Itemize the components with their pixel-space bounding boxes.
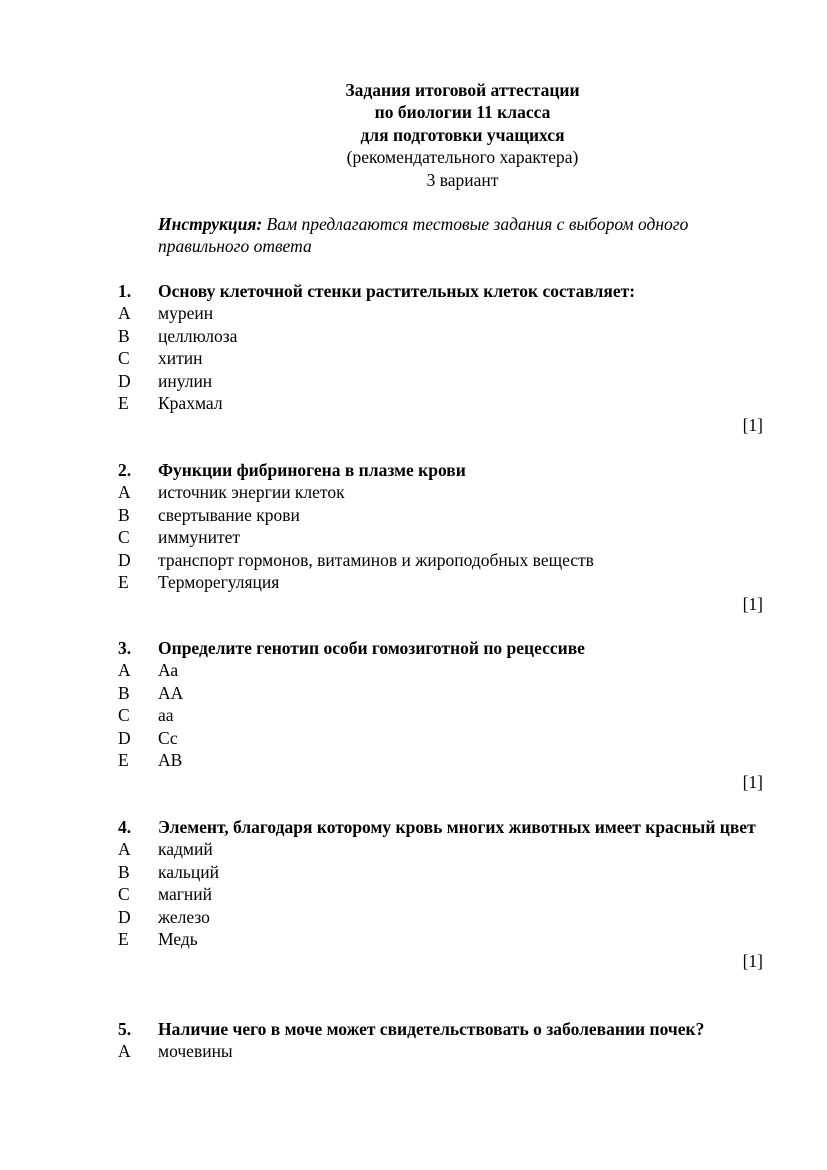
- option-text: кадмий: [158, 839, 213, 860]
- option-letter: A: [118, 1041, 131, 1062]
- answer-option: [118, 481, 763, 503]
- question-text: Элемент, благодаря которому кровь многих животных имеет красный цвет: [158, 817, 756, 837]
- answer-option: [118, 347, 763, 369]
- option-letter: B: [118, 861, 130, 882]
- answer-option: [118, 325, 763, 347]
- question-header: [118, 637, 763, 659]
- option-letter: D: [118, 727, 131, 748]
- option-letter: C: [118, 884, 130, 905]
- question-header: [118, 280, 763, 302]
- answer-option: [118, 838, 763, 860]
- option-letter: B: [118, 325, 130, 346]
- answer-option: [118, 571, 763, 593]
- option-text: мочевины: [158, 1041, 233, 1062]
- answer-option: [118, 659, 763, 681]
- option-text: железо: [158, 906, 210, 927]
- option-text: целлюлоза: [158, 325, 238, 346]
- option-letter: C: [118, 348, 130, 369]
- option-text: свертывание крови: [158, 504, 300, 525]
- question-score: [1]: [742, 594, 763, 615]
- question-2: [118, 459, 763, 616]
- option-letter: D: [118, 370, 131, 391]
- answer-option: [118, 504, 763, 526]
- option-letter: E: [118, 393, 129, 414]
- option-text: муреин: [158, 303, 214, 324]
- option-text: транспорт гормонов, витаминов и жироподобных веществ: [158, 549, 594, 570]
- header-variant: 3 вариант: [426, 169, 499, 190]
- question-1: [118, 280, 763, 437]
- question-number: 3.: [118, 638, 132, 658]
- option-text: инулин: [158, 370, 213, 391]
- question-header: [118, 459, 763, 481]
- option-letter: E: [118, 929, 129, 950]
- option-letter: C: [118, 527, 130, 548]
- question-number: 1.: [118, 281, 132, 301]
- answer-option: [118, 906, 763, 928]
- header-title-line-3: для подготовки учащихся: [360, 124, 565, 145]
- answer-option: [118, 549, 763, 571]
- question-3: [118, 637, 763, 794]
- question-text: Наличие чего в моче может свидетельствовать о заболевании почек?: [158, 1019, 705, 1039]
- answer-option: [118, 682, 763, 704]
- question-header: [118, 816, 763, 838]
- option-letter: D: [118, 549, 131, 570]
- option-text: Медь: [158, 929, 198, 950]
- question-text: Функции фибриногена в плазме крови: [158, 460, 466, 480]
- question-5: [118, 1018, 763, 1063]
- option-text: кальций: [158, 861, 219, 882]
- document-header: [0, 79, 827, 191]
- option-letter: C: [118, 705, 130, 726]
- option-text: Терморегуляция: [158, 572, 280, 593]
- answer-option: [118, 392, 763, 414]
- option-letter: A: [118, 660, 131, 681]
- option-text: хитин: [158, 348, 203, 369]
- option-letter: E: [118, 750, 129, 771]
- header-subtitle: (рекомендательного характера): [346, 147, 579, 168]
- answer-option: [118, 928, 763, 950]
- option-text: источник энергии клеток: [158, 482, 345, 503]
- answer-option: [118, 749, 763, 771]
- answer-option: [118, 727, 763, 749]
- answer-option: [118, 526, 763, 548]
- question-4: [118, 816, 763, 973]
- answer-option: [118, 1040, 763, 1062]
- option-letter: D: [118, 906, 131, 927]
- question-text: Определите генотип особи гомозиготной по рецессиве: [158, 638, 585, 658]
- question-score: [1]: [742, 951, 763, 972]
- question-score: [1]: [742, 415, 763, 436]
- option-text: Сс: [158, 727, 178, 748]
- option-text: аа: [158, 705, 174, 726]
- option-text: магний: [158, 884, 212, 905]
- question-number: 5.: [118, 1019, 132, 1039]
- header-title-line-2: по биологии 11 класса: [374, 102, 551, 123]
- answer-option: [118, 302, 763, 324]
- question-number: 2.: [118, 460, 132, 480]
- option-letter: A: [118, 303, 131, 324]
- option-text: Аа: [158, 660, 179, 681]
- option-text: АА: [158, 682, 184, 703]
- instruction: [158, 213, 763, 258]
- answer-option: [118, 883, 763, 905]
- option-text: АВ: [158, 750, 183, 771]
- answer-option: [118, 861, 763, 883]
- instruction-text: Вам предлагаются тестовые задания с выбором одного правильного ответа: [158, 214, 689, 257]
- option-letter: E: [118, 572, 129, 593]
- option-text: иммунитет: [158, 527, 241, 548]
- option-letter: A: [118, 482, 131, 503]
- answer-option: [118, 704, 763, 726]
- question-header: [118, 1018, 763, 1040]
- option-letter: B: [118, 504, 130, 525]
- option-text: Крахмал: [158, 393, 223, 414]
- question-score: [1]: [742, 772, 763, 793]
- answer-option: [118, 370, 763, 392]
- option-letter: A: [118, 839, 131, 860]
- header-title-line-1: Задания итоговой аттестации: [345, 80, 580, 100]
- question-text: Основу клеточной стенки растительных клеток составляет:: [158, 281, 636, 301]
- option-letter: B: [118, 682, 130, 703]
- question-number: 4.: [118, 817, 132, 837]
- instruction-lead: Инструкция:: [158, 214, 263, 234]
